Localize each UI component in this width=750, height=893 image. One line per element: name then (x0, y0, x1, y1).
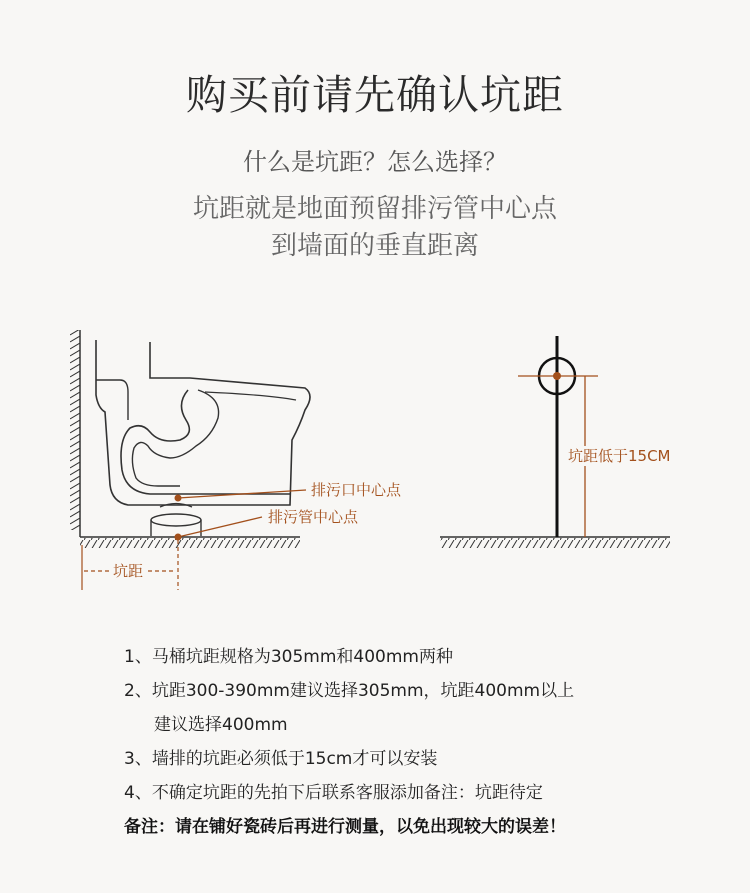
right-floor-hatch (440, 538, 670, 548)
distance-label: 坑距 (113, 562, 144, 580)
floor-hatch (80, 538, 300, 548)
height-label: 坑距低于15CM (568, 447, 671, 465)
page-subtitle: 什么是坑距？怎么选择？ (243, 148, 507, 176)
description-line-2: 到墙面的垂直距离 (270, 231, 479, 261)
pipe-leader-line (178, 517, 262, 537)
drain-center-dot (553, 372, 561, 380)
note-item-2: 2、坑距300-390mm建议选择305mm，坑距400mm以上 (124, 681, 575, 701)
notes-list (124, 640, 724, 844)
wall-drain-view (440, 336, 702, 548)
toilet-side-view (70, 330, 402, 590)
drain-flange (151, 514, 201, 526)
pipe-center-label: 排污管中心点 (268, 508, 359, 526)
note-item-3: 3、墙排的坑距必须低于15cm才可以安装 (124, 749, 438, 769)
wall-hatch (70, 330, 80, 530)
note-item-4: 4、不确定坑距的先拍下后联系客服添加备注：坑距待定 (124, 783, 543, 803)
note-remark: 备注：请在铺好瓷砖后再进行测量，以免出现较大的误差！ (124, 817, 566, 837)
page-title: 购买前请先确认坑距 (186, 71, 564, 119)
note-item-1: 1、马桶坑距规格为305mm和400mm两种 (124, 647, 453, 667)
description-line-1: 坑距就是地面预留排污管中心点 (192, 194, 557, 224)
trapway-inner (132, 390, 218, 486)
outlet-center-label: 排污口中心点 (311, 481, 402, 499)
note-item-2-continued: 建议选择400mm (154, 715, 288, 735)
trapway-outer (121, 390, 290, 494)
bowl-rim (205, 392, 296, 400)
toilet-outline (96, 340, 310, 505)
toilet-tank-line (96, 380, 128, 420)
